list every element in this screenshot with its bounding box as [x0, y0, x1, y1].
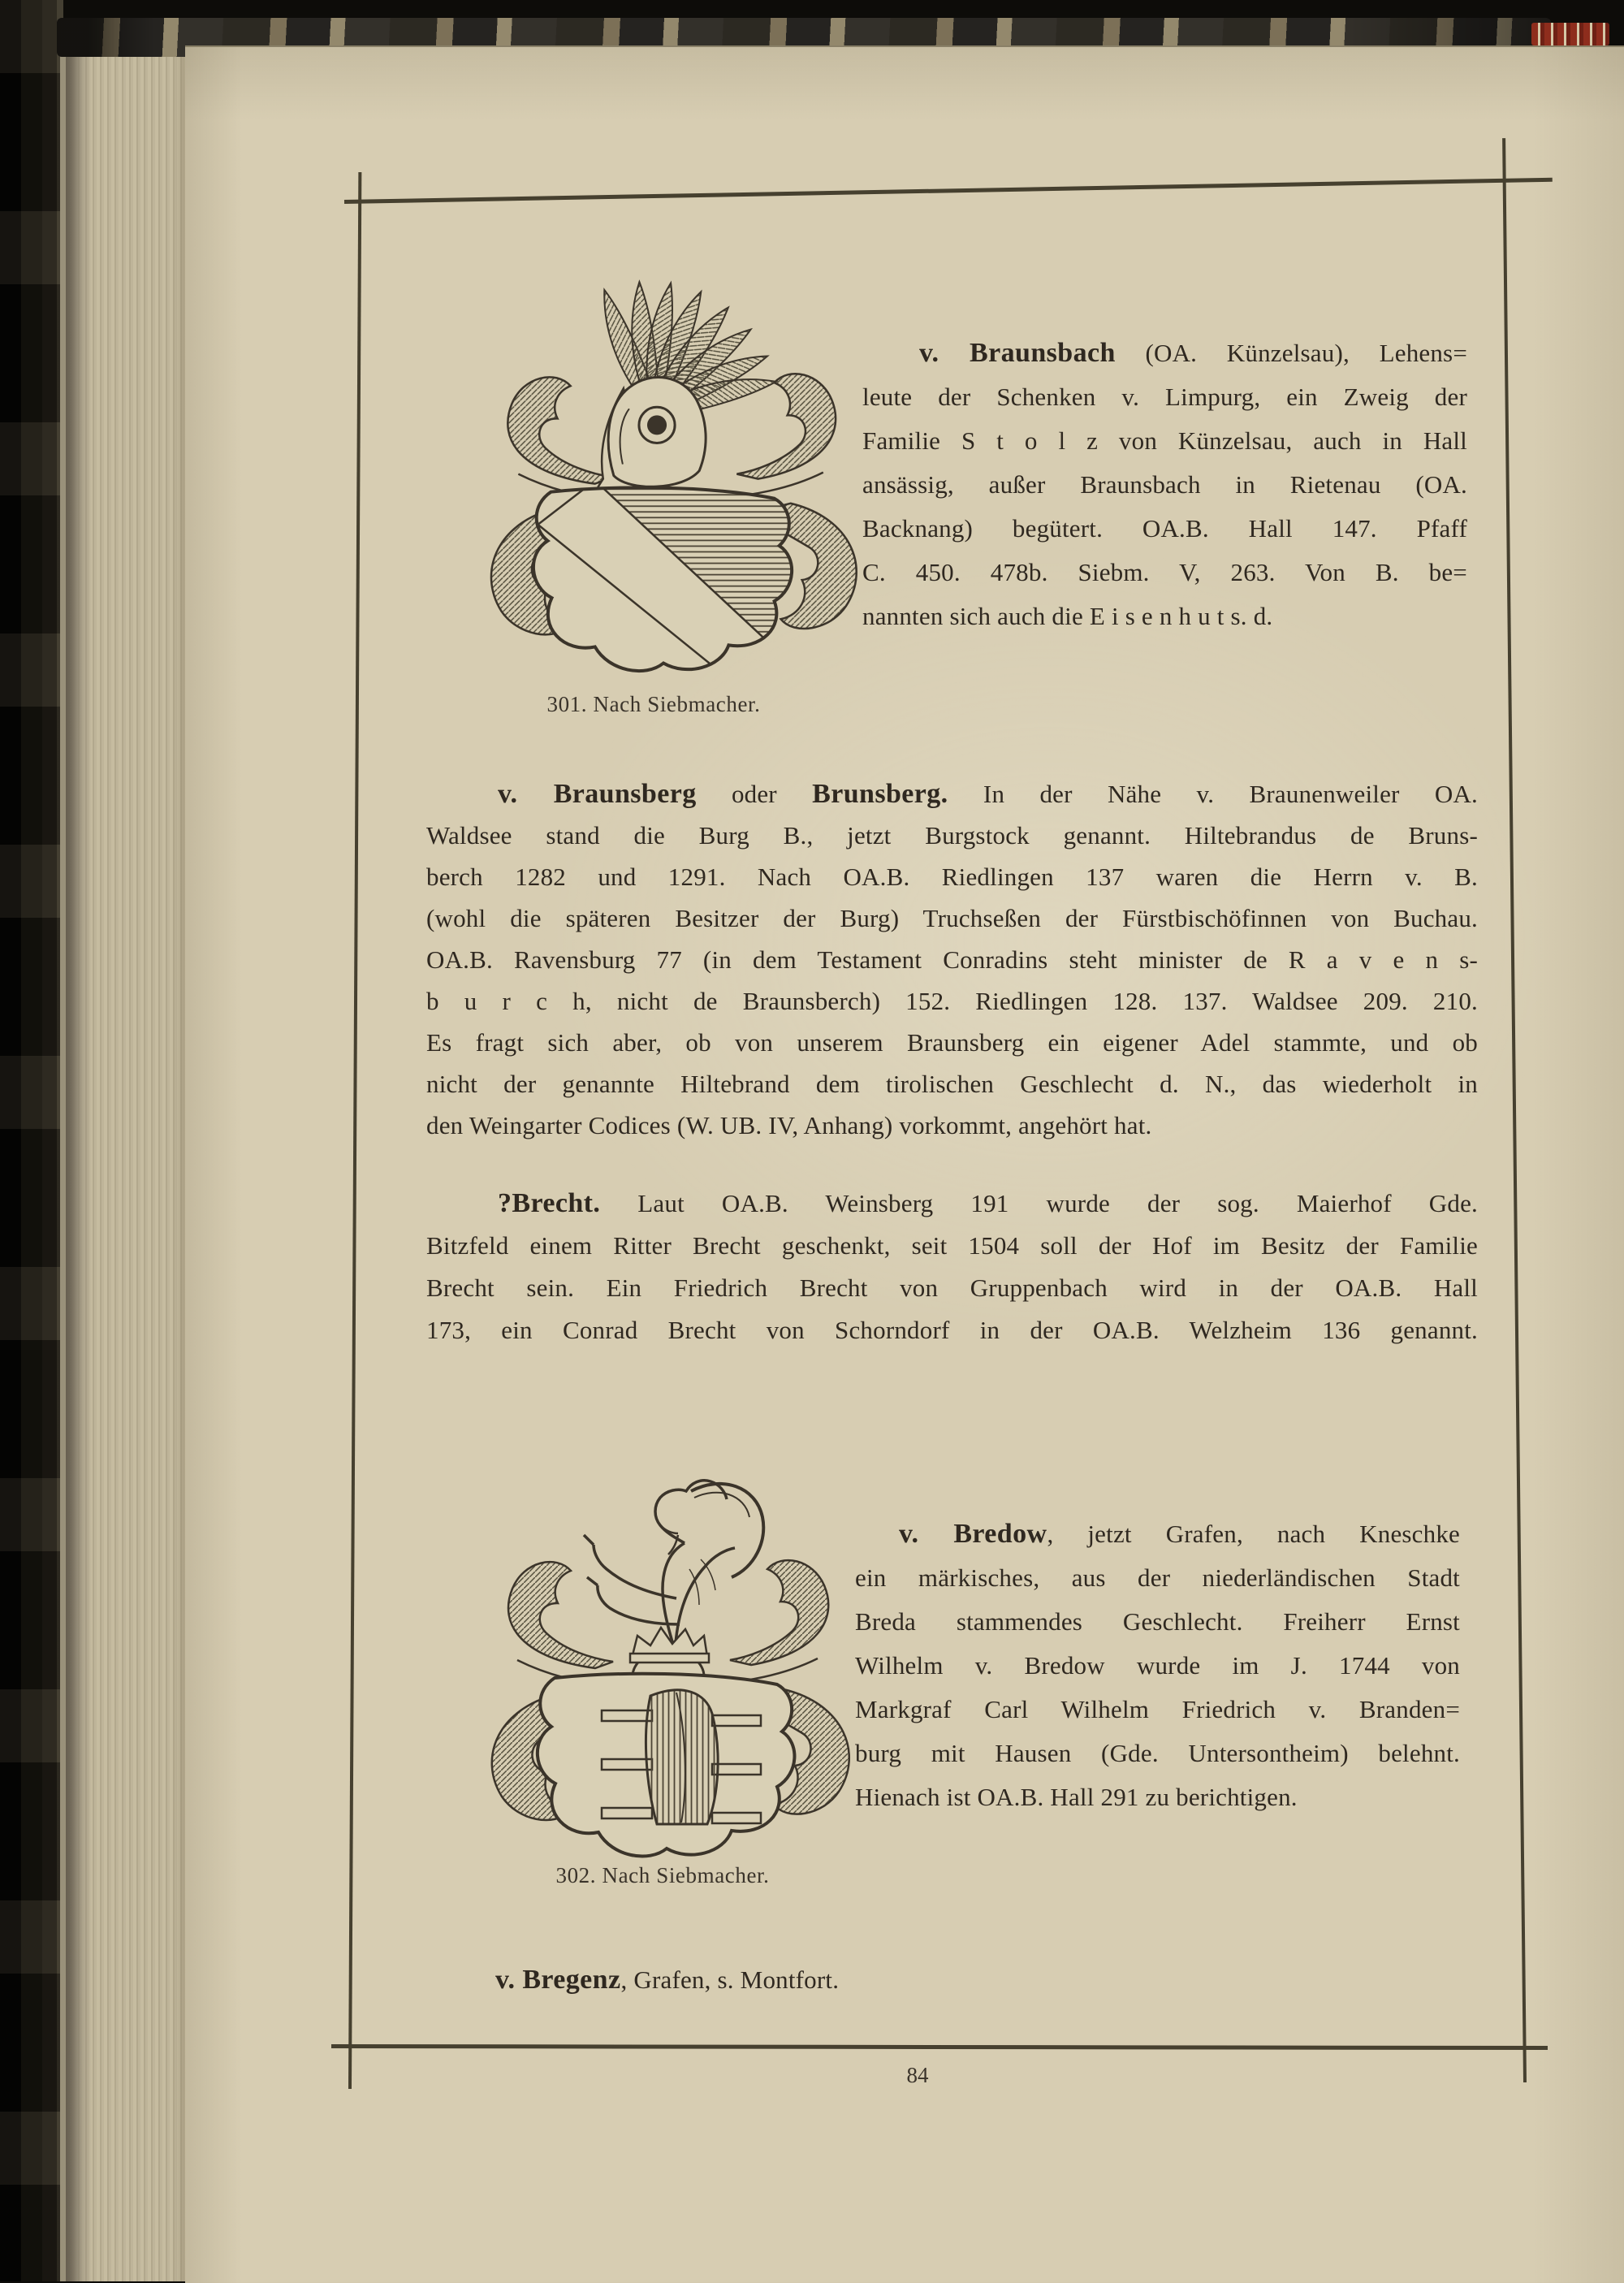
headword-braunsbach: v. Braunsbach	[919, 338, 1116, 368]
text-line: nicht der genannte Hiltebrand dem tirolischen Geschlecht d. N., das wiederholt in	[426, 1070, 1478, 1098]
coat-of-arms-301-illustration	[440, 229, 864, 674]
headband-red	[1531, 23, 1609, 45]
crest-goat-302	[584, 1481, 763, 1702]
entry-braunsbach	[862, 331, 1467, 638]
headword-bredow: v. Bredow	[899, 1519, 1047, 1549]
text-line: b u r c h, nicht de Braunsberch) 152. Riedlingen 128. 137. Waldsee 209. 210.	[426, 987, 1478, 1015]
text-segment: (OA. Künzelsau), Lehens=	[1115, 339, 1468, 367]
text-line: leute der Schenken v. Limpurg, ein Zweig der	[862, 383, 1467, 411]
text-line: (wohl die späteren Besitzer der Burg) Truchseßen der Fürstbischöfinnen von Buchau.	[426, 904, 1478, 932]
text-line: Markgraf Carl Wilhelm Friedrich v. Branden=	[855, 1695, 1460, 1723]
text-line: Waldsee stand die Burg B., jetzt Burgstock genannt. Hiltebrandus de Bruns-	[426, 821, 1478, 850]
text-segment: Laut OA.B. Weinsberg 191 wurde der sog. Maierhof Gde.	[600, 1189, 1478, 1217]
text-line: berch 1282 und 1291. Nach OA.B. Riedlingen 137 waren die Herrn v. B.	[426, 863, 1478, 891]
text-line	[426, 773, 1478, 815]
text-line: Brecht sein. Ein Friedrich Brecht von Gruppenbach wird in der OA.B. Hall	[426, 1273, 1478, 1302]
text-line: ein märkisches, aus der niederländischen Stadt	[855, 1563, 1460, 1592]
figure-caption-301: 301. Nach Siebmacher.	[546, 692, 761, 716]
text-line	[862, 331, 1467, 375]
shield-302	[538, 1674, 795, 1857]
text-line: ansässig, außer Braunsbach in Rietenau (OA.	[862, 470, 1467, 499]
text-line: nannten sich auch die E i s e n h u t s. d.	[862, 602, 1273, 630]
text-line: Breda stammendes Geschlecht. Freiherr Ernst	[855, 1607, 1460, 1636]
shield-301	[533, 481, 792, 674]
headword-braunsberg: v. Braunsberg	[498, 779, 697, 809]
page-edge-stack	[60, 39, 188, 2281]
headword-brunsberg: Brunsberg.	[812, 779, 948, 809]
entry-brecht	[426, 1183, 1478, 1351]
text-line: Es fragt sich aber, ob von unserem Braunsberg ein eigener Adel stammte, und ob	[426, 1028, 1478, 1057]
figure-caption-302: 302. Nach Siebmacher.	[555, 1863, 770, 1887]
text-line	[426, 1959, 1478, 2001]
text-line: Hienach ist OA.B. Hall 291 zu berichtigen.	[855, 1783, 1298, 1811]
page-number: 84	[906, 2063, 929, 2087]
text-line: Wilhelm v. Bredow wurde im J. 1744 von	[855, 1651, 1460, 1680]
text-line: 173, ein Conrad Brecht von Schorndorf in der OA.B. Welzheim 136 genannt.	[426, 1316, 1478, 1344]
text-segment: oder	[696, 780, 813, 808]
text-segment: , Grafen, s. Montfort.	[620, 1965, 840, 1994]
headword-bregenz: v. Bregenz	[495, 1965, 621, 1995]
text-line	[426, 1183, 1478, 1225]
text-line	[855, 1512, 1460, 1556]
entry-bredow	[855, 1512, 1460, 1819]
text-line: C. 450. 478b. Siebm. V, 263. Von B. be=	[862, 558, 1467, 586]
text-line: Bitzfeld einem Ritter Brecht geschenkt, seit 1504 soll der Hof im Besitz der Familie	[426, 1231, 1478, 1260]
text-line: burg mit Hausen (Gde. Untersontheim) belehnt.	[855, 1739, 1460, 1767]
text-line: Familie S t o l z von Künzelsau, auch in Hall	[862, 426, 1467, 455]
headword-brecht: ?Brecht.	[498, 1188, 601, 1218]
entry-bregenz	[426, 1959, 1478, 2001]
coat-of-arms-302-illustration	[432, 1407, 888, 1861]
text-line: OA.B. Ravensburg 77 (in dem Testament Conradins steht minister de R a v e n s-	[426, 945, 1478, 974]
text-segment: , jetzt Grafen, nach Kneschke	[1047, 1520, 1460, 1548]
book-binding-edge	[0, 0, 63, 2281]
entry-braunsberg	[426, 773, 1478, 1146]
text-line: den Weingarter Codices (W. UB. IV, Anhang) vorkommt, angehört hat.	[426, 1111, 1152, 1139]
text-line: Backnang) begütert. OA.B. Hall 147. Pfaff	[862, 514, 1467, 543]
text-segment: In der Nähe v. Braunenweiler OA.	[948, 780, 1478, 808]
